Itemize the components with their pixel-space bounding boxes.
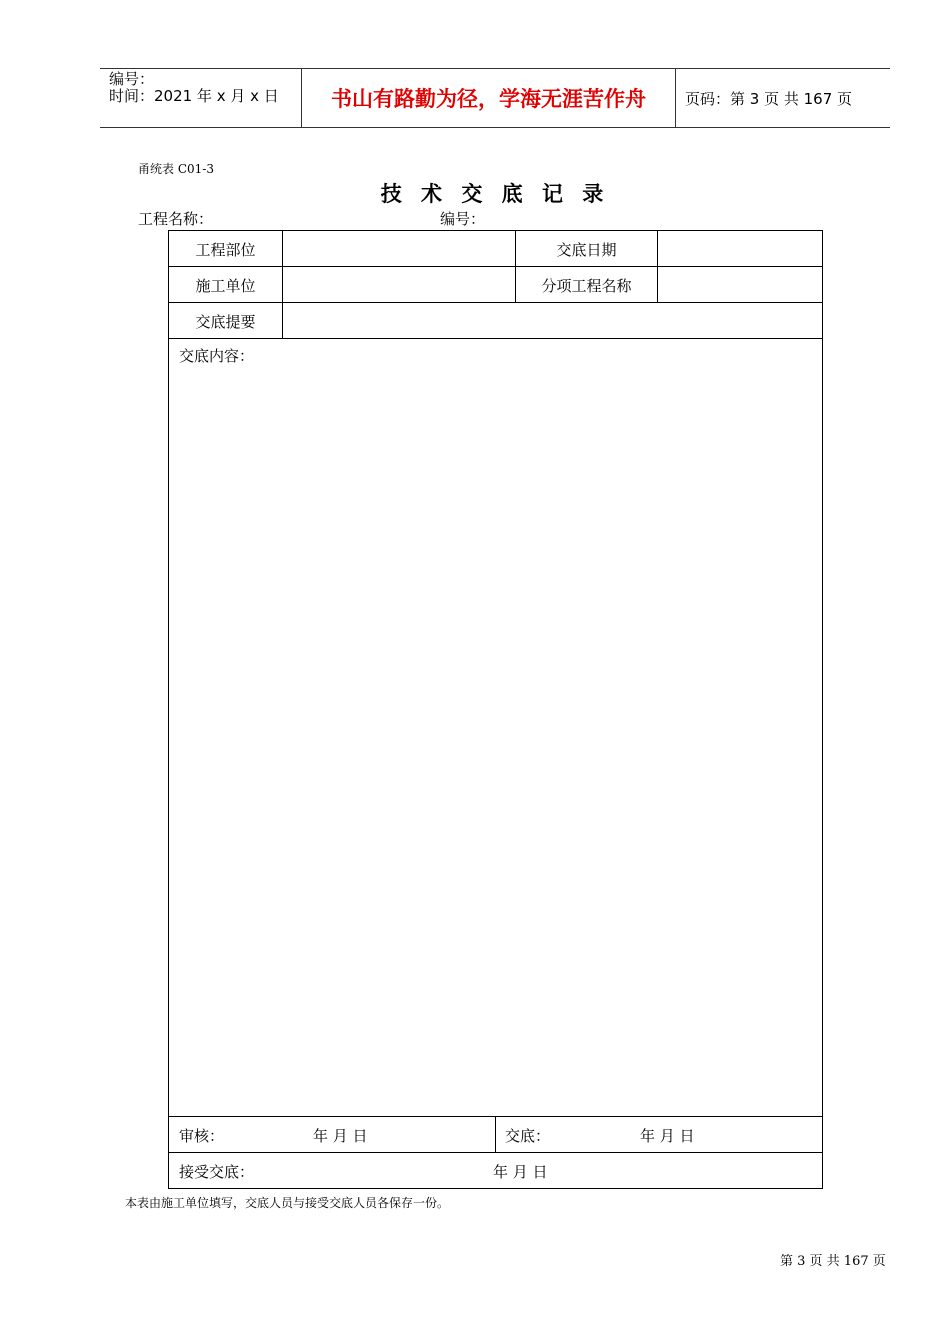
page-header (100, 68, 890, 128)
form-code: 甬统表 C01-3 (138, 162, 214, 176)
review-date: 年 月 日 (313, 1127, 368, 1145)
row-divider (169, 266, 822, 267)
reviewer-label: 审核： (179, 1127, 225, 1145)
header-time: 时间：2021 年 x 月 x 日 (109, 87, 279, 105)
receive-date: 年 月 日 (493, 1163, 548, 1181)
header-number-label: 编号： (109, 70, 155, 88)
page-title: 技 术 交 底 记 录 (380, 182, 610, 206)
header-page-info: 页码：第 3 页 共 167 页 (685, 89, 853, 108)
page-number-footer: 第 3 页 共 167 页 (780, 1254, 886, 1269)
project-name-label: 工程名称： (138, 210, 214, 228)
record-number-label: 编号： (440, 210, 486, 228)
construction-unit-field[interactable] (283, 268, 515, 302)
construction-unit-label: 施工单位 (195, 277, 256, 295)
header-meta (100, 69, 302, 127)
disclosure-date-label: 交底日期 (556, 241, 617, 259)
project-part-label: 工程部位 (195, 241, 256, 259)
row-divider (169, 1152, 822, 1153)
disclosure-content-label: 交底内容： (179, 347, 255, 365)
disclosure-date-field[interactable] (658, 232, 822, 266)
project-part-field[interactable] (283, 232, 515, 266)
header-motto: 书山有路勤为径，学海无涯苦作舟 (302, 69, 676, 127)
disclosure-summary-label: 交底提要 (195, 313, 256, 331)
row-divider (169, 338, 822, 339)
sub-project-name-field[interactable] (658, 268, 822, 302)
discloser-label: 交底： (505, 1127, 551, 1145)
column-divider (495, 1116, 496, 1152)
form-footnote: 本表由施工单位填写，交底人员与接受交底人员各保存一份。 (125, 1196, 450, 1210)
row-divider (169, 302, 822, 303)
sub-project-name-label: 分项工程名称 (541, 277, 632, 295)
recipient-label: 接受交底： (179, 1163, 255, 1181)
disclosure-summary-field[interactable] (283, 304, 822, 338)
disclosure-content-area[interactable] (169, 366, 822, 1115)
technical-disclosure-form (168, 230, 823, 1189)
handover-date: 年 月 日 (640, 1127, 695, 1145)
